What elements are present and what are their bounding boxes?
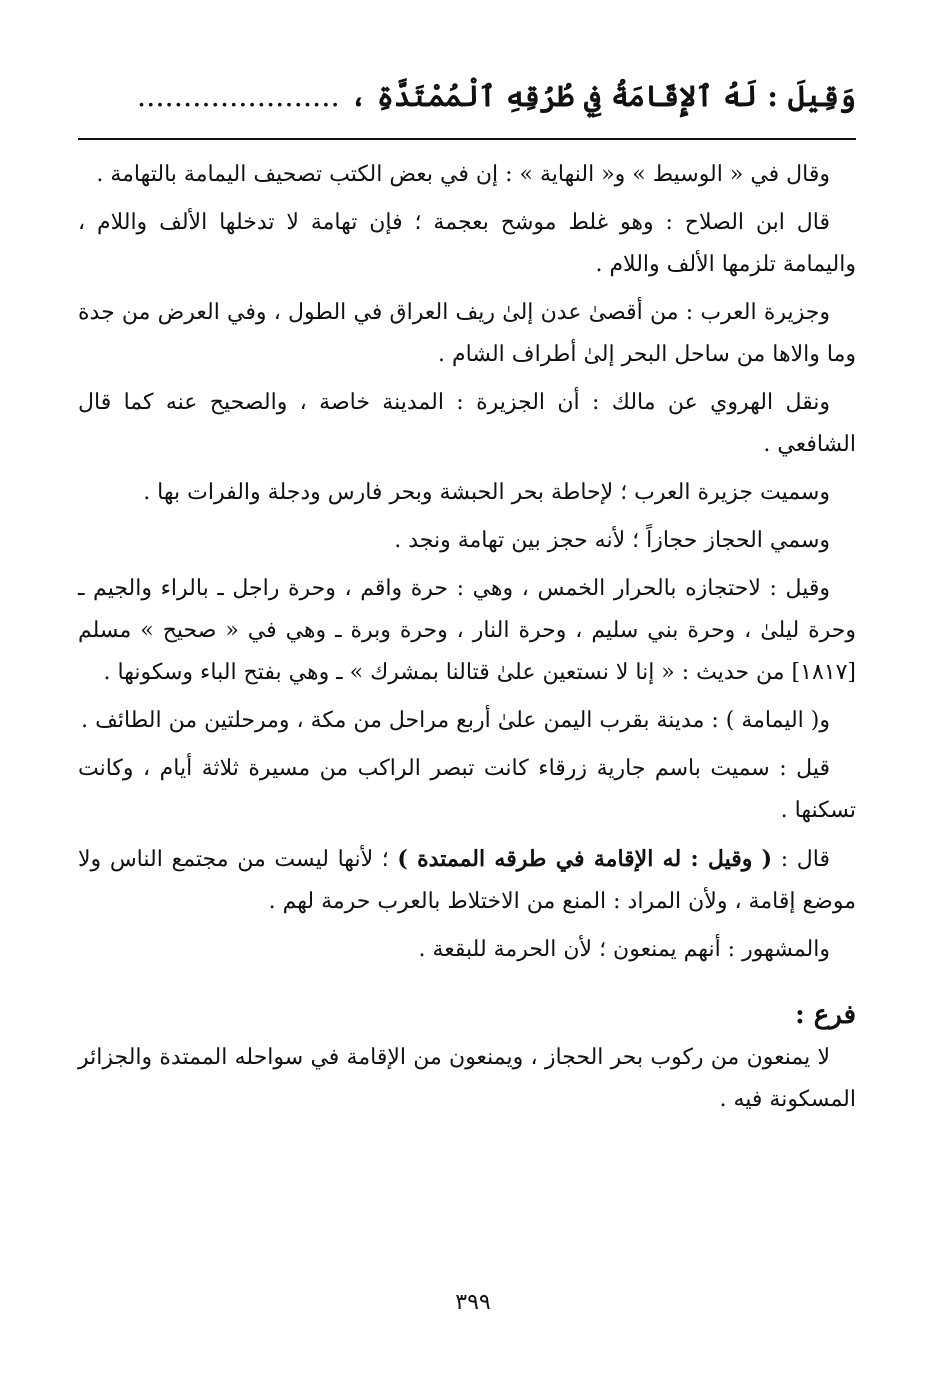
- paragraph: و( اليمامة ) : مدينة بقرب اليمن علىٰ أربع مراحل من مكة ، ومرحلتين من الطائف .: [81, 708, 830, 733]
- paragraph: ونقل الهروي عن مالك : أن الجزيرة : المدينة خاصة ، والصحيح عنه كما قال الشافعي .: [78, 390, 856, 457]
- quoted-matn: ( وقيل : له الإقامة في طرقه الممتدة ): [397, 846, 773, 872]
- quote-rest: ؛ لأنها ليست من مجتمع الناس ولا موضع إقامة ، ولأن المراد : المنع من الاختلاط بالعرب حرمة لهم .: [78, 847, 856, 914]
- section-heading: فرع :: [795, 1000, 856, 1030]
- paragraph: لا يمنعون من ركوب بحر الحجاز ، ويمنعون من الإقامة في سواحله الممتدة والجزائر المسكونة فيه .: [78, 1045, 856, 1112]
- main-text: [78, 154, 856, 1121]
- quote-lead: قال :: [772, 847, 831, 872]
- header-dots: ......................: [136, 79, 340, 113]
- paragraph: وقيل : لاحتجازه بالحرار الخمس ، وهي : حرة واقم ، وحرة راجل ـ بالراء والجيم ـ وحرة ليلىٰ ، وحرة بني سليم ، وحرة النار ، وحرة وبرة ـ وهي في « صحيح » مسلم [١٨١٧] من حديث : « إنا لا نستعين علىٰ قتالنا بمشرك » ـ وهي بفتح الباء وسكونها .: [78, 576, 856, 685]
- paragraph: وجزيرة العرب : من أقصىٰ عدن إلىٰ ريف العراق في الطول ، وفي العرض من جدة وما والاها من ساحل البحر إلىٰ أطراف الشام .: [78, 300, 856, 367]
- header-rule: [78, 138, 856, 140]
- paragraph: والمشهور : أنهم يمنعون ؛ لأن الحرمة للبقعة .: [418, 937, 830, 962]
- paragraph: وسمي الحجاز حجازاً ؛ لأنه حجز بين تهامة ونجد .: [394, 528, 830, 553]
- paragraph: قيل : سميت باسم جارية زرقاء كانت تبصر الراكب من مسيرة ثلاثة أيام ، وكانت تسكنها .: [78, 756, 856, 823]
- paragraph: وسميت جزيرة العرب ؛ لإحاطة بحر الحبشة وبحر فارس ودجلة والفرات بها .: [143, 480, 830, 505]
- quote-paragraph: [78, 838, 856, 923]
- paragraph: وقال في « الوسيط » و« النهاية » : إن في بعض الكتب تصحيف اليمامة بالتهامة .: [96, 162, 830, 187]
- paragraph: قال ابن الصلاح : وهو غلط موشح بعجمة ؛ فإن تهامة لا تدخلها الألف واللام ، واليمامة تلزمها الألف واللام .: [78, 210, 856, 277]
- running-header: [78, 68, 856, 124]
- header-title: وَقِيلَ : لَهُ ٱلإِقَامَةُ فِي طُرُقِهِ ٱلْمُمْتَدَّةِ ،: [349, 79, 856, 113]
- page-number: ٣٩٩: [455, 1290, 491, 1315]
- book-page: [78, 68, 856, 1127]
